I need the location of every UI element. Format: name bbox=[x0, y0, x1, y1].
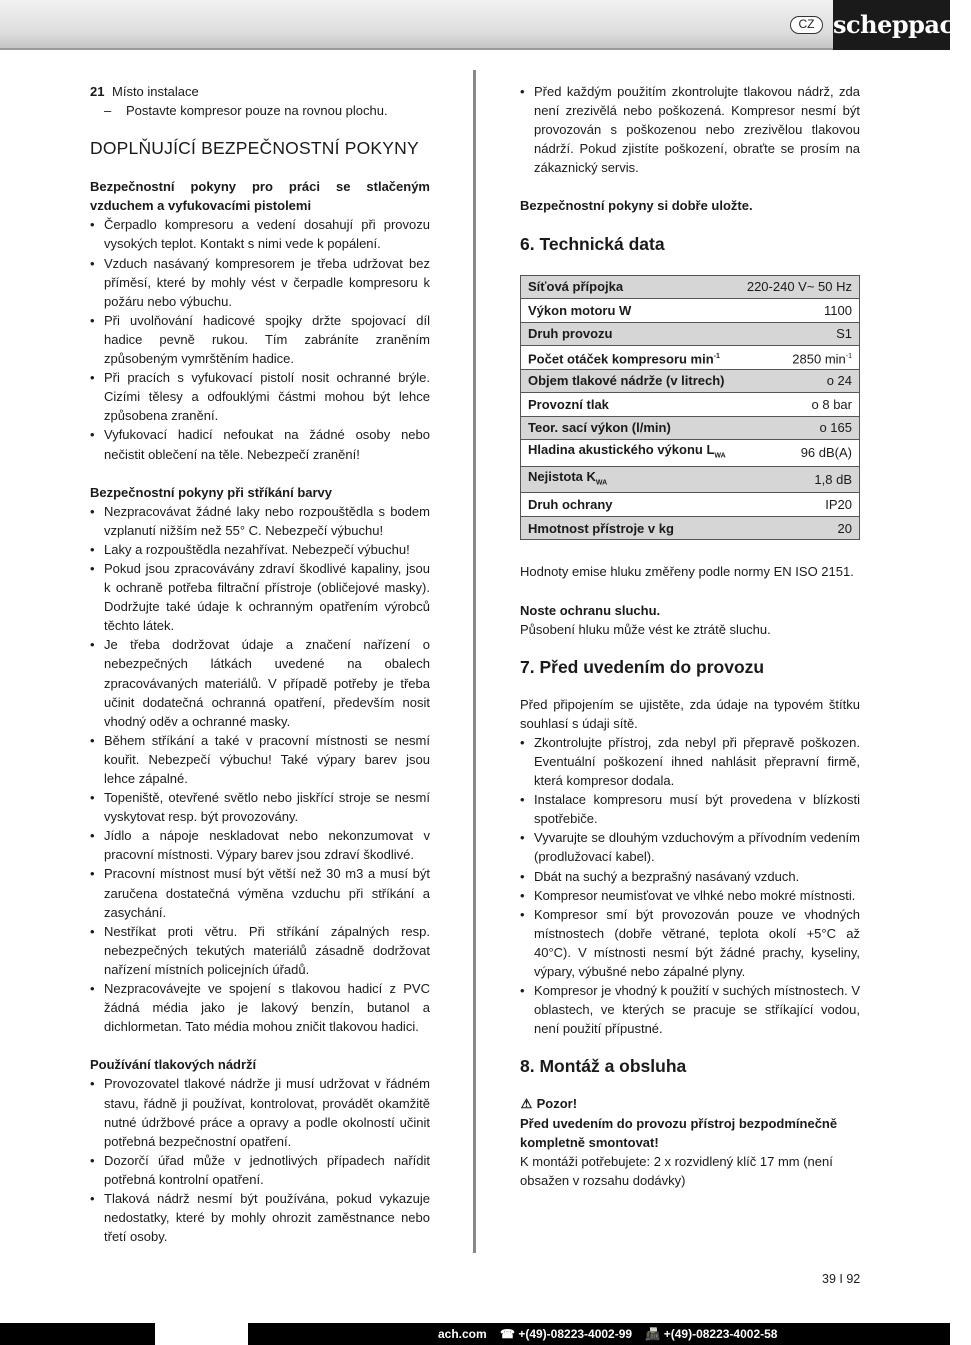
spec-row bbox=[521, 346, 860, 370]
spec-row bbox=[521, 466, 860, 493]
warning-label: Pozor! bbox=[536, 1096, 578, 1112]
item-title: Místo instalace bbox=[112, 84, 199, 99]
spec-label: Počet otáček kompresoru $\min^{-1}$ bbox=[521, 346, 738, 370]
footer-white-block bbox=[155, 1323, 248, 1345]
spec-label: Nejistota $K_{WA}$ bbox=[521, 466, 738, 493]
spec-value: o 165 bbox=[737, 416, 859, 440]
item-21-text: – Postavte kompresor pouze na rovnou plochu. bbox=[104, 103, 388, 119]
list-item: • Kompresor neumisťovat ve vlhké nebo mokré místnosti. bbox=[520, 886, 860, 905]
spec-value: S1 bbox=[737, 322, 859, 346]
list-item: • Pracovní místnost musí být větší než 30 m3 a musí být zaručena dostatečná výměna vzduchu při stříkání a zasychání. bbox=[90, 864, 430, 921]
list-item: • Jídlo a nápoje neskladovat nebo nekonzumovat v pracovní místnosti. Výpary barev jsou zdraví škodlivé. bbox=[90, 826, 430, 864]
spec-row bbox=[521, 275, 860, 299]
subsection-title-compressed-air: Bezpečnostní pokyny pro práci se stlačeným vzduchem a vyfukovacími pistolemi bbox=[90, 179, 430, 214]
list-item: • Vyfukovací hadicí nefoukat na žádné osoby nebo nečistit oblečení na těle. Nebezpečí zranění! bbox=[90, 425, 430, 463]
fax-icon: 📠 bbox=[645, 1327, 661, 1341]
pressure-vessel-list bbox=[90, 1074, 430, 1246]
spec-value: 1100 bbox=[737, 299, 859, 323]
section-title-technical-data: 6. Technická data bbox=[520, 233, 665, 254]
footer-contact bbox=[438, 1326, 777, 1342]
subsection-title-painting: Bezpečnostní pokyny při stříkání barvy bbox=[90, 484, 333, 500]
spec-label: Hmotnost přístroje v kg bbox=[521, 516, 738, 540]
list-item: • Tlaková nádrž nesmí být používána, pokud vykazuje nedostatky, které by mohly ohrozit zaměstnance nebo třetí osoby. bbox=[90, 1189, 430, 1246]
spec-row bbox=[521, 440, 860, 467]
footer-fax: +(49)-08223-4002-58 bbox=[663, 1327, 778, 1341]
warning-bold-text: Před uvedením do provozu přístroj bezpodmínečně kompletně smontovat! bbox=[520, 1115, 838, 1150]
list-item: • Je třeba dodržovat údaje a značení nařízení o nebezpečných látkách uvedené na obalech zpracovávaných materiálů. V případě potřeby je třeba učinit dodatečná ochranná opatření, především nosit vhodný oděv a ochranné masky. bbox=[90, 635, 430, 730]
section-title-safety: DOPLŇUJÍCÍ BEZPEČNOSTNÍ POKYNY bbox=[90, 138, 419, 159]
painting-list bbox=[90, 502, 430, 1037]
subsection-title-pressure-vessels: Používání tlakových nádrží bbox=[90, 1057, 257, 1073]
list-item: • Nezpracovávejte ve spojení s tlakovou hadicí z PVC žádná média jako je lakový benzín, butanol a dichlormetan. Tato média mohou zničit tlakovou hadici. bbox=[90, 979, 430, 1036]
warning-line bbox=[520, 1094, 860, 1113]
spec-value: 2850 $\min^{-1}$ bbox=[737, 346, 859, 370]
spec-label: Hladina akustického výkonu $L_{WA}$ bbox=[521, 440, 738, 467]
list-item: • Zkontrolujte přístroj, zda nebyl při přepravě poškozen. Eventuální poškození ihned nahlásit přepravní firmě, která kompresor dodala. bbox=[520, 733, 860, 790]
tank-check-list bbox=[520, 82, 860, 177]
spec-row bbox=[521, 299, 860, 323]
list-item: • Topeniště, otevřené světlo nebo jiskřící stroje se nesmí vyskytovat resp. být provozovány. bbox=[90, 788, 430, 826]
left-column bbox=[90, 82, 430, 1246]
spec-value: o 24 bbox=[737, 369, 859, 393]
spec-row bbox=[521, 493, 860, 517]
spec-value: IP20 bbox=[737, 493, 859, 517]
list-item: • Dbát na suchý a bezprašný nasávaný vzduch. bbox=[520, 867, 860, 886]
spec-value: 96 dB(A) bbox=[737, 440, 859, 467]
footer-phone: +(49)-08223-4002-99 bbox=[518, 1327, 633, 1341]
list-item: • Vyvarujte se dlouhým vzduchovým a přívodním vedením (prodlužovací kabel). bbox=[520, 828, 860, 866]
right-column bbox=[520, 82, 860, 1190]
list-item: • Nezpracovávat žádné laky nebo rozpouštědla s bodem vzplanutí nižším než 55° C. Nebezpečí výbuchu! bbox=[90, 502, 430, 540]
footer-band bbox=[0, 1323, 950, 1345]
section-title-before-operation: 7. Před uvedením do provozu bbox=[520, 656, 765, 677]
spec-label: Síťová přípojka bbox=[521, 275, 738, 299]
spec-value: 220-240 V~ 50 Hz bbox=[737, 275, 859, 299]
item-number: 21 bbox=[90, 84, 105, 99]
technical-data-table bbox=[520, 275, 860, 541]
list-item: • Kompresor je vhodný k použití v suchých místnostech. V oblastech, ve kterých se pracuje se stříkající vodou, není použití přípustné. bbox=[520, 981, 860, 1038]
noise-emission-note: Hodnoty emise hluku změřeny podle normy EN ISO 2151. bbox=[520, 564, 854, 580]
spec-label: Teor. sací výkon (l/min) bbox=[521, 416, 738, 440]
list-item: • Vzduch nasávaný kompresorem je třeba udržovat bez příměsí, které by mohly vést v čerpadle kompresoru k požáru nebo výbuchu. bbox=[90, 254, 430, 311]
list-item: • Pokud jsou zpracovávány zdraví škodlivé kapaliny, jsou k ochraně potřeba filtrační přístroje (obličejové masky). Dodržujte také údaje k ochranným opatřením výrobců těchto látek. bbox=[90, 559, 430, 635]
hearing-protection-title: Noste ochranu sluchu. bbox=[520, 602, 661, 618]
spec-row bbox=[521, 516, 860, 540]
brand-logo: scheppach bbox=[833, 0, 950, 50]
list-item: • Provozovatel tlakové nádrže ji musí udržovat v řádném stavu, řádně ji používat, kontrolovat, provádět okamžitě nutné údržbové práce a opravy a podle okolností učinit potřebná bezpečnostní opatření. bbox=[90, 1074, 430, 1150]
list-item: • Instalace kompresoru musí být provedena v blízkosti spotřebiče. bbox=[520, 790, 860, 828]
list-item: • Při uvolňování hadicové spojky držte spojovací díl hadice pevně rukou. Tím zabráníte zraněním způsobeným vymrštěním hadice. bbox=[90, 311, 430, 368]
spec-row bbox=[521, 369, 860, 393]
footer-web: ach.com bbox=[438, 1327, 487, 1341]
spec-row bbox=[521, 393, 860, 417]
spec-label: Druh ochrany bbox=[521, 493, 738, 517]
keep-instructions-note: Bezpečnostní pokyny si dobře uložte. bbox=[520, 198, 753, 214]
list-item: • Dozorčí úřad může v jednotlivých případech nařídit potřebná kontrolní opatření. bbox=[90, 1151, 430, 1189]
warning-icon: ⚠ bbox=[520, 1096, 533, 1112]
before-operation-list bbox=[520, 733, 860, 1039]
list-item: • Během stříkání a také v pracovní místnosti se nesmí kouřit. Nebezpečí výbuchu! Také výpary barev jsou lehce zápalné. bbox=[90, 731, 430, 788]
list-item: • Čerpadlo kompresoru a vedení dosahují při provozu vysokých teplot. Kontakt s nimi vede k popálení. bbox=[90, 215, 430, 253]
spec-value: 1,8 dB bbox=[737, 466, 859, 493]
item-21 bbox=[90, 82, 430, 101]
spec-row bbox=[521, 322, 860, 346]
compressed-air-list bbox=[90, 215, 430, 463]
spec-label: Objem tlakové nádrže (v litrech) bbox=[521, 369, 738, 393]
hearing-protection-text: Působení hluku může vést ke ztrátě sluchu. bbox=[520, 621, 771, 637]
list-item: • Před každým použitím zkontrolujte tlakovou nádrž, zda není zrezivělá nebo poškozená. Kompresor nesmí být provozován s poškozenou nebo zrezivělou tlakovou nádrží. Pokud zjistíte poškození, obraťte se prosím na zákaznický servis. bbox=[520, 82, 860, 177]
list-item: • Laky a rozpouštědla nezahřívat. Nebezpečí výbuchu! bbox=[90, 540, 430, 559]
list-item: • Kompresor smí být provozován pouze ve vhodných místnostech (dobře větrané, teplota okolí +5°C až 40°C). V místnosti nesmí být žádné prachy, kyseliny, výpary, výbušné nebo zápalné plyny. bbox=[520, 905, 860, 981]
column-divider bbox=[473, 70, 476, 1253]
spec-value: 20 bbox=[737, 516, 859, 540]
spec-label: Druh provozu bbox=[521, 322, 738, 346]
spec-row bbox=[521, 416, 860, 440]
before-operation-intro: Před připojením se ujistěte, zda údaje na typovém štítku souhlasí s údaji sítě. bbox=[520, 696, 860, 731]
header-band bbox=[0, 0, 971, 50]
assembly-tools-text: K montáži potřebujete: 2 x rozvidlený klíč 17 mm (není obsažen v rozsahu dodávky) bbox=[520, 1153, 833, 1188]
spec-value: o 8 bar bbox=[737, 393, 859, 417]
spec-label: Výkon motoru W bbox=[521, 299, 738, 323]
spec-label: Provozní tlak bbox=[521, 393, 738, 417]
list-item: • Nestříkat proti větru. Při stříkání zápalných resp. nebezpečných tekutých materiálů zásadně dodržovat nařízení místních policejních úřadů. bbox=[90, 922, 430, 979]
phone-icon: ☎ bbox=[500, 1327, 515, 1341]
language-badge: CZ bbox=[790, 16, 823, 34]
section-title-assembly: 8. Montáž a obsluha bbox=[520, 1056, 687, 1077]
list-item: • Při pracích s vyfukovací pistolí nosit ochranné brýle. Cizími tělesy a odfouklými částmi mohou být lehce způsobena zranění. bbox=[90, 368, 430, 425]
page-number: 39 I 92 bbox=[822, 1272, 861, 1286]
